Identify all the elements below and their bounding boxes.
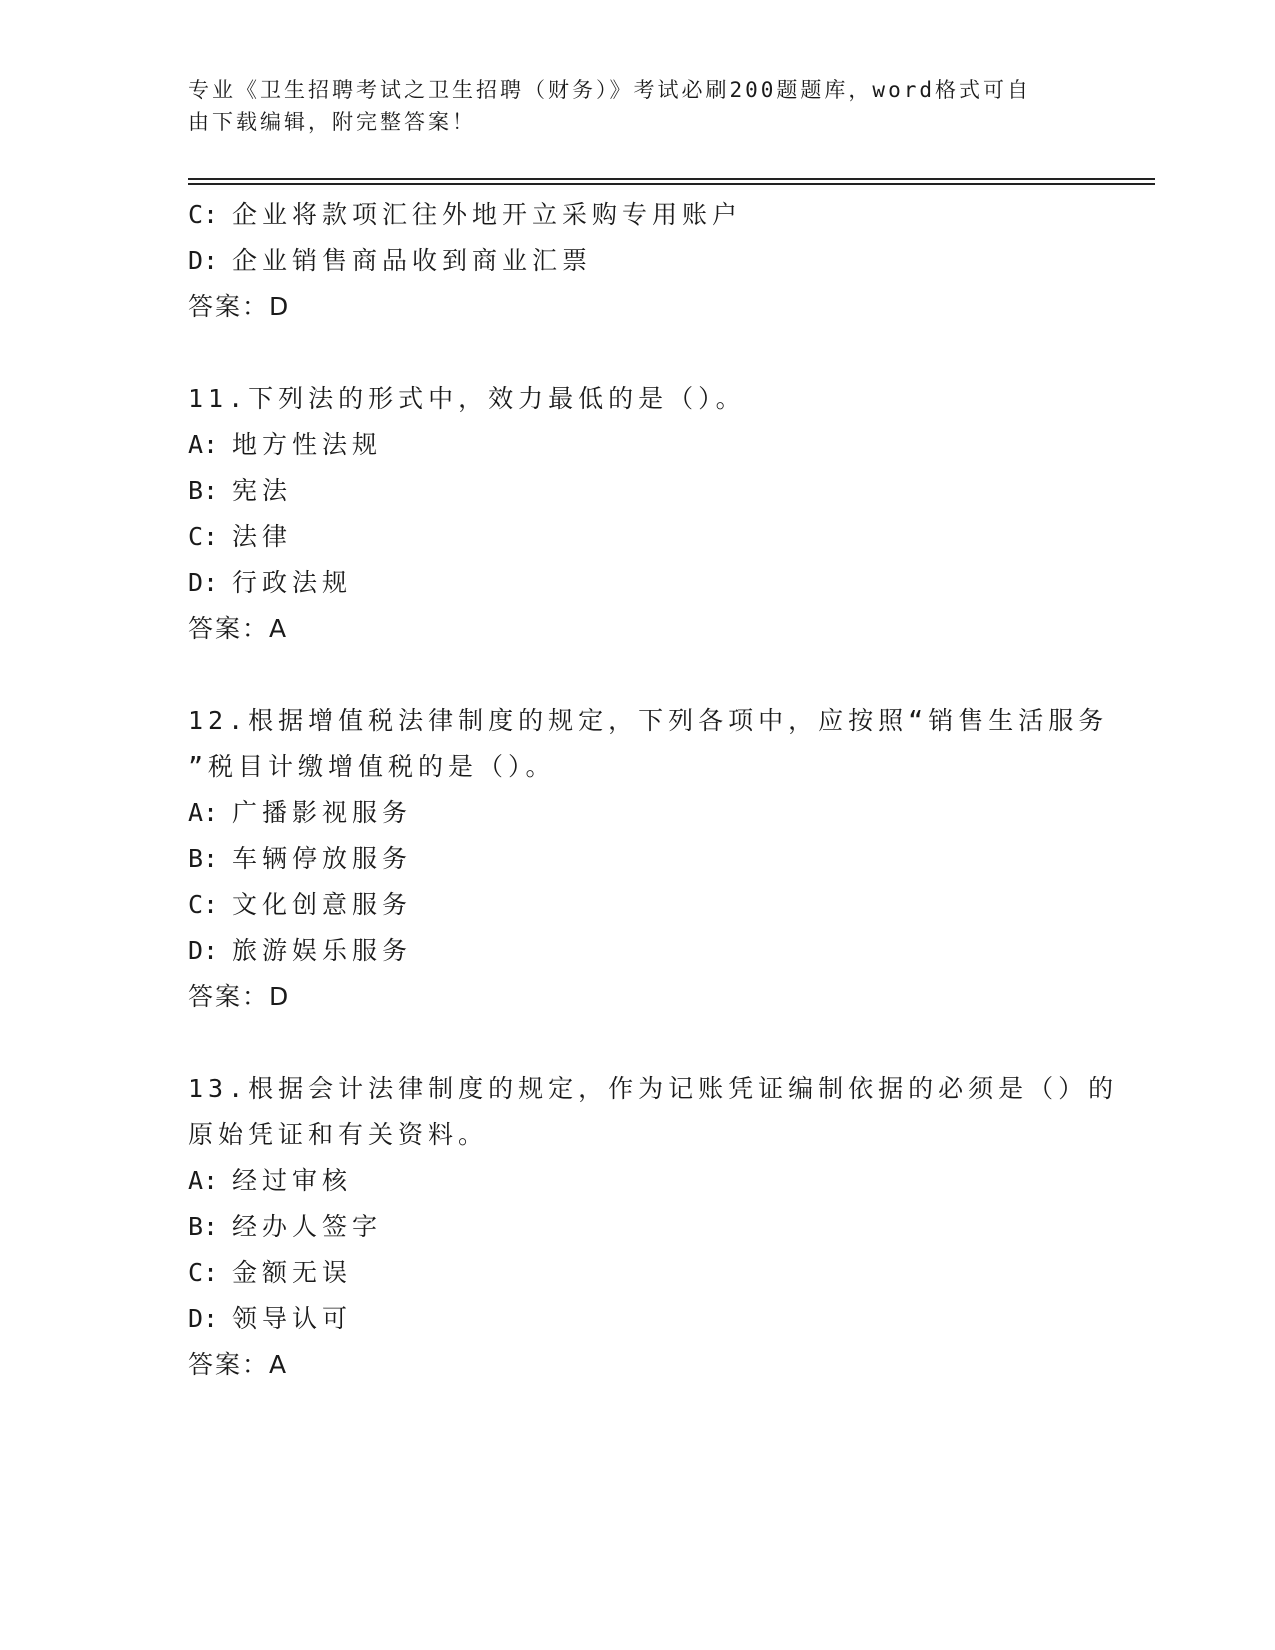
- previous-question-tail: [188, 192, 1088, 330]
- answer: 答案：A: [188, 614, 289, 643]
- question-stem-line-1: 13.根据会计法律制度的规定，作为记账凭证编制依据的必须是（）的: [188, 1074, 1119, 1103]
- answer: 答案：D: [188, 982, 291, 1011]
- option-b: B: 经办人签字: [188, 1212, 383, 1241]
- option-a: A: 广播影视服务: [188, 798, 413, 827]
- option-c: C: 文化创意服务: [188, 890, 413, 919]
- option-a: A: 经过审核: [188, 1166, 353, 1195]
- answer: 答案：A: [188, 1350, 289, 1379]
- question-list: [188, 192, 1119, 1388]
- option-d: D: 行政法规: [188, 568, 353, 597]
- question-stem: 11.下列法的形式中，效力最低的是（）。: [188, 384, 746, 413]
- option-d: D: 企业销售商品收到商业汇票: [188, 246, 593, 275]
- header-divider-bottom: [188, 183, 1155, 185]
- option-c: C: 企业将款项汇往外地开立采购专用账户: [188, 200, 743, 229]
- document-header: [188, 74, 1068, 138]
- header-line-1: 专业《卫生招聘考试之卫生招聘（财务）》考试必刷200题题库，word格式可自: [188, 78, 1031, 102]
- question-11: [188, 376, 1088, 652]
- question-stem-line-2: 原始凭证和有关资料。: [188, 1120, 489, 1149]
- question-stem-line-1: 12.根据增值税法律制度的规定，下列各项中，应按照“销售生活服务: [188, 706, 1109, 735]
- question-12: [188, 698, 1109, 1020]
- question-13: [188, 1066, 1119, 1388]
- option-c: C: 法律: [188, 522, 293, 551]
- header-divider-top: [188, 178, 1155, 180]
- option-d: D: 领导认可: [188, 1304, 353, 1333]
- option-b: B: 车辆停放服务: [188, 844, 413, 873]
- option-c: C: 金额无误: [188, 1258, 353, 1287]
- option-d: D: 旅游娱乐服务: [188, 936, 413, 965]
- option-b: B: 宪法: [188, 476, 293, 505]
- question-stem-line-2: ”税目计缴增值税的是（）。: [188, 752, 556, 781]
- answer: 答案：D: [188, 292, 291, 321]
- option-a: A: 地方性法规: [188, 430, 383, 459]
- header-line-2: 由下载编辑，附完整答案！: [188, 110, 476, 134]
